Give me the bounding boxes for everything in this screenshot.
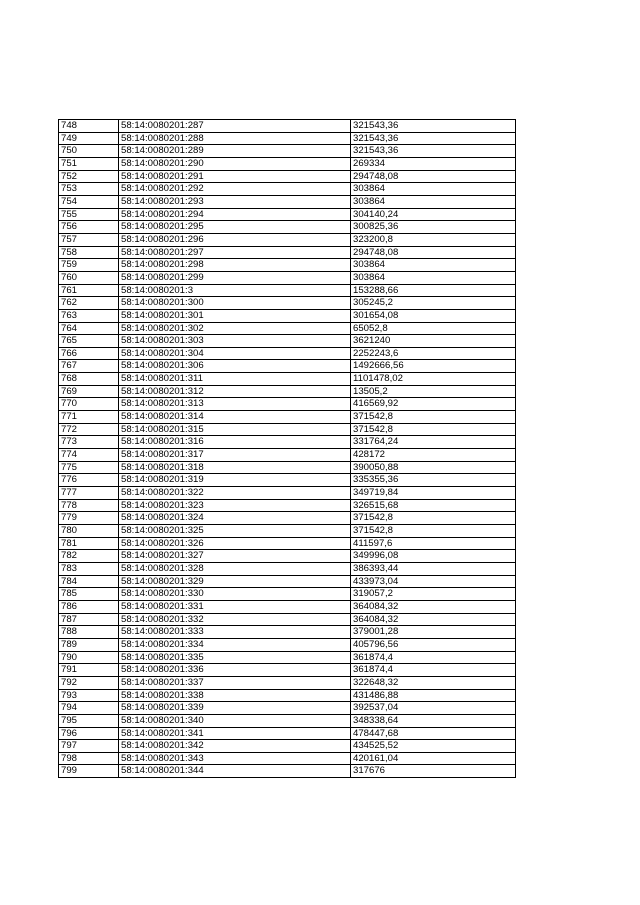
cadastral-number-cell: 58:14:0080201:343 xyxy=(119,752,351,765)
value-cell: 2252243,6 xyxy=(351,347,516,360)
cadastral-number-cell: 58:14:0080201:315 xyxy=(119,423,351,436)
value-cell: 3621240 xyxy=(351,335,516,348)
table-row xyxy=(59,676,516,689)
value-cell: 379001,28 xyxy=(351,626,516,639)
cadastral-number-cell: 58:14:0080201:294 xyxy=(119,208,351,221)
table-row xyxy=(59,474,516,487)
table-row xyxy=(59,714,516,727)
cadastral-number-cell: 58:14:0080201:291 xyxy=(119,170,351,183)
row-number-cell: 776 xyxy=(59,474,119,487)
table-row xyxy=(59,752,516,765)
value-cell: 321543,36 xyxy=(351,132,516,145)
cadastral-number-cell: 58:14:0080201:329 xyxy=(119,575,351,588)
row-number-cell: 777 xyxy=(59,487,119,500)
cadastral-number-cell: 58:14:0080201:319 xyxy=(119,474,351,487)
row-number-cell: 798 xyxy=(59,752,119,765)
table-row xyxy=(59,398,516,411)
cadastral-number-cell: 58:14:0080201:342 xyxy=(119,740,351,753)
cadastral-number-cell: 58:14:0080201:337 xyxy=(119,676,351,689)
cadastral-number-cell: 58:14:0080201:311 xyxy=(119,373,351,386)
row-number-cell: 795 xyxy=(59,714,119,727)
table-row xyxy=(59,347,516,360)
table-row xyxy=(59,537,516,550)
cadastral-number-cell: 58:14:0080201:344 xyxy=(119,765,351,778)
table-row xyxy=(59,373,516,386)
row-number-cell: 761 xyxy=(59,284,119,297)
table-row xyxy=(59,487,516,500)
cadastral-number-cell: 58:14:0080201:304 xyxy=(119,347,351,360)
cadastral-number-cell: 58:14:0080201:300 xyxy=(119,297,351,310)
row-number-cell: 757 xyxy=(59,233,119,246)
row-number-cell: 775 xyxy=(59,461,119,474)
value-cell: 349996,08 xyxy=(351,550,516,563)
table-row xyxy=(59,651,516,664)
value-cell: 405796,56 xyxy=(351,638,516,651)
table-row xyxy=(59,195,516,208)
row-number-cell: 771 xyxy=(59,411,119,424)
table-row xyxy=(59,385,516,398)
value-cell: 269334 xyxy=(351,157,516,170)
cadastral-number-cell: 58:14:0080201:288 xyxy=(119,132,351,145)
table-row xyxy=(59,157,516,170)
table-row xyxy=(59,423,516,436)
value-cell: 319057,2 xyxy=(351,588,516,601)
table-row xyxy=(59,765,516,778)
row-number-cell: 753 xyxy=(59,183,119,196)
row-number-cell: 789 xyxy=(59,638,119,651)
row-number-cell: 793 xyxy=(59,689,119,702)
value-cell: 478447,68 xyxy=(351,727,516,740)
table-row xyxy=(59,550,516,563)
table-row xyxy=(59,588,516,601)
cadastral-number-cell: 58:14:0080201:317 xyxy=(119,449,351,462)
cadastral-number-cell: 58:14:0080201:324 xyxy=(119,512,351,525)
value-cell: 304140,24 xyxy=(351,208,516,221)
cadastral-number-cell: 58:14:0080201:296 xyxy=(119,233,351,246)
cadastral-number-cell: 58:14:0080201:3 xyxy=(119,284,351,297)
row-number-cell: 758 xyxy=(59,246,119,259)
table-row xyxy=(59,360,516,373)
table-row xyxy=(59,436,516,449)
table-row xyxy=(59,562,516,575)
cadastral-number-cell: 58:14:0080201:339 xyxy=(119,702,351,715)
cadastral-number-cell: 58:14:0080201:335 xyxy=(119,651,351,664)
value-cell: 361874,4 xyxy=(351,651,516,664)
row-number-cell: 751 xyxy=(59,157,119,170)
table-row xyxy=(59,689,516,702)
value-cell: 294748,08 xyxy=(351,246,516,259)
row-number-cell: 769 xyxy=(59,385,119,398)
table-row xyxy=(59,208,516,221)
cadastral-number-cell: 58:14:0080201:333 xyxy=(119,626,351,639)
value-cell: 371542,8 xyxy=(351,423,516,436)
row-number-cell: 794 xyxy=(59,702,119,715)
table-row xyxy=(59,613,516,626)
table-row xyxy=(59,183,516,196)
row-number-cell: 772 xyxy=(59,423,119,436)
cadastral-number-cell: 58:14:0080201:292 xyxy=(119,183,351,196)
row-number-cell: 790 xyxy=(59,651,119,664)
row-number-cell: 768 xyxy=(59,373,119,386)
value-cell: 371542,8 xyxy=(351,411,516,424)
table-row xyxy=(59,297,516,310)
cadastral-number-cell: 58:14:0080201:289 xyxy=(119,145,351,158)
value-cell: 349719,84 xyxy=(351,487,516,500)
value-cell: 331764,24 xyxy=(351,436,516,449)
value-cell: 348338,64 xyxy=(351,714,516,727)
cadastral-number-cell: 58:14:0080201:330 xyxy=(119,588,351,601)
table-row xyxy=(59,411,516,424)
row-number-cell: 792 xyxy=(59,676,119,689)
value-cell: 364084,32 xyxy=(351,600,516,613)
row-number-cell: 755 xyxy=(59,208,119,221)
table-row xyxy=(59,145,516,158)
cadastral-number-cell: 58:14:0080201:302 xyxy=(119,322,351,335)
row-number-cell: 765 xyxy=(59,335,119,348)
row-number-cell: 764 xyxy=(59,322,119,335)
row-number-cell: 750 xyxy=(59,145,119,158)
table-row xyxy=(59,221,516,234)
cadastral-number-cell: 58:14:0080201:341 xyxy=(119,727,351,740)
table-row xyxy=(59,702,516,715)
row-number-cell: 759 xyxy=(59,259,119,272)
table-row xyxy=(59,525,516,538)
value-cell: 305245,2 xyxy=(351,297,516,310)
cadastral-number-cell: 58:14:0080201:290 xyxy=(119,157,351,170)
row-number-cell: 762 xyxy=(59,297,119,310)
row-number-cell: 770 xyxy=(59,398,119,411)
table-row xyxy=(59,499,516,512)
value-cell: 1492666,56 xyxy=(351,360,516,373)
table-row xyxy=(59,727,516,740)
table-row xyxy=(59,740,516,753)
value-cell: 321543,36 xyxy=(351,120,516,133)
cadastral-number-cell: 58:14:0080201:340 xyxy=(119,714,351,727)
cadastral-number-cell: 58:14:0080201:323 xyxy=(119,499,351,512)
row-number-cell: 766 xyxy=(59,347,119,360)
cadastral-number-cell: 58:14:0080201:312 xyxy=(119,385,351,398)
cadastral-number-cell: 58:14:0080201:336 xyxy=(119,664,351,677)
row-number-cell: 781 xyxy=(59,537,119,550)
row-number-cell: 774 xyxy=(59,449,119,462)
row-number-cell: 782 xyxy=(59,550,119,563)
value-cell: 420161,04 xyxy=(351,752,516,765)
value-cell: 386393,44 xyxy=(351,562,516,575)
row-number-cell: 786 xyxy=(59,600,119,613)
table-body xyxy=(59,120,516,778)
row-number-cell: 791 xyxy=(59,664,119,677)
row-number-cell: 797 xyxy=(59,740,119,753)
table-row xyxy=(59,626,516,639)
value-cell: 371542,8 xyxy=(351,512,516,525)
cadastral-number-cell: 58:14:0080201:295 xyxy=(119,221,351,234)
table-row xyxy=(59,600,516,613)
row-number-cell: 763 xyxy=(59,309,119,322)
row-number-cell: 783 xyxy=(59,562,119,575)
value-cell: 411597,6 xyxy=(351,537,516,550)
value-cell: 317676 xyxy=(351,765,516,778)
value-cell: 364084,32 xyxy=(351,613,516,626)
value-cell: 326515,68 xyxy=(351,499,516,512)
cadastral-number-cell: 58:14:0080201:314 xyxy=(119,411,351,424)
cadastral-number-cell: 58:14:0080201:303 xyxy=(119,335,351,348)
value-cell: 301654,08 xyxy=(351,309,516,322)
table-row xyxy=(59,512,516,525)
cadastral-number-cell: 58:14:0080201:316 xyxy=(119,436,351,449)
data-table xyxy=(58,119,516,778)
value-cell: 371542,8 xyxy=(351,525,516,538)
value-cell: 392537,04 xyxy=(351,702,516,715)
table-row xyxy=(59,664,516,677)
value-cell: 153288,66 xyxy=(351,284,516,297)
cadastral-number-cell: 58:14:0080201:298 xyxy=(119,259,351,272)
value-cell: 303864 xyxy=(351,183,516,196)
row-number-cell: 779 xyxy=(59,512,119,525)
value-cell: 434525,52 xyxy=(351,740,516,753)
row-number-cell: 752 xyxy=(59,170,119,183)
cadastral-number-cell: 58:14:0080201:334 xyxy=(119,638,351,651)
table-row xyxy=(59,170,516,183)
cadastral-number-cell: 58:14:0080201:326 xyxy=(119,537,351,550)
table-row xyxy=(59,233,516,246)
table-row xyxy=(59,335,516,348)
cadastral-number-cell: 58:14:0080201:327 xyxy=(119,550,351,563)
value-cell: 300825,36 xyxy=(351,221,516,234)
table-row xyxy=(59,449,516,462)
cadastral-number-cell: 58:14:0080201:318 xyxy=(119,461,351,474)
table-row xyxy=(59,246,516,259)
data-sheet xyxy=(58,119,515,778)
cadastral-number-cell: 58:14:0080201:297 xyxy=(119,246,351,259)
value-cell: 13505,2 xyxy=(351,385,516,398)
table-row xyxy=(59,132,516,145)
row-number-cell: 799 xyxy=(59,765,119,778)
value-cell: 322648,32 xyxy=(351,676,516,689)
table-row xyxy=(59,309,516,322)
row-number-cell: 773 xyxy=(59,436,119,449)
row-number-cell: 785 xyxy=(59,588,119,601)
value-cell: 361874,4 xyxy=(351,664,516,677)
value-cell: 303864 xyxy=(351,271,516,284)
table-row xyxy=(59,259,516,272)
table-row xyxy=(59,322,516,335)
cadastral-number-cell: 58:14:0080201:331 xyxy=(119,600,351,613)
value-cell: 1101478,02 xyxy=(351,373,516,386)
cadastral-number-cell: 58:14:0080201:299 xyxy=(119,271,351,284)
cadastral-number-cell: 58:14:0080201:313 xyxy=(119,398,351,411)
value-cell: 294748,08 xyxy=(351,170,516,183)
value-cell: 323200,8 xyxy=(351,233,516,246)
row-number-cell: 784 xyxy=(59,575,119,588)
table-row xyxy=(59,638,516,651)
value-cell: 321543,36 xyxy=(351,145,516,158)
row-number-cell: 767 xyxy=(59,360,119,373)
table-row xyxy=(59,575,516,588)
table-row xyxy=(59,284,516,297)
row-number-cell: 788 xyxy=(59,626,119,639)
value-cell: 416569,92 xyxy=(351,398,516,411)
value-cell: 303864 xyxy=(351,259,516,272)
value-cell: 433973,04 xyxy=(351,575,516,588)
row-number-cell: 749 xyxy=(59,132,119,145)
row-number-cell: 796 xyxy=(59,727,119,740)
row-number-cell: 760 xyxy=(59,271,119,284)
value-cell: 428172 xyxy=(351,449,516,462)
row-number-cell: 754 xyxy=(59,195,119,208)
table-row xyxy=(59,461,516,474)
cadastral-number-cell: 58:14:0080201:301 xyxy=(119,309,351,322)
value-cell: 335355,36 xyxy=(351,474,516,487)
cadastral-number-cell: 58:14:0080201:325 xyxy=(119,525,351,538)
cadastral-number-cell: 58:14:0080201:306 xyxy=(119,360,351,373)
cadastral-number-cell: 58:14:0080201:287 xyxy=(119,120,351,133)
cadastral-number-cell: 58:14:0080201:293 xyxy=(119,195,351,208)
row-number-cell: 787 xyxy=(59,613,119,626)
value-cell: 431486,88 xyxy=(351,689,516,702)
cadastral-number-cell: 58:14:0080201:328 xyxy=(119,562,351,575)
table-row xyxy=(59,120,516,133)
value-cell: 303864 xyxy=(351,195,516,208)
value-cell: 390050,88 xyxy=(351,461,516,474)
value-cell: 65052,8 xyxy=(351,322,516,335)
row-number-cell: 780 xyxy=(59,525,119,538)
cadastral-number-cell: 58:14:0080201:332 xyxy=(119,613,351,626)
table-row xyxy=(59,271,516,284)
cadastral-number-cell: 58:14:0080201:338 xyxy=(119,689,351,702)
cadastral-number-cell: 58:14:0080201:322 xyxy=(119,487,351,500)
row-number-cell: 756 xyxy=(59,221,119,234)
row-number-cell: 778 xyxy=(59,499,119,512)
row-number-cell: 748 xyxy=(59,120,119,133)
